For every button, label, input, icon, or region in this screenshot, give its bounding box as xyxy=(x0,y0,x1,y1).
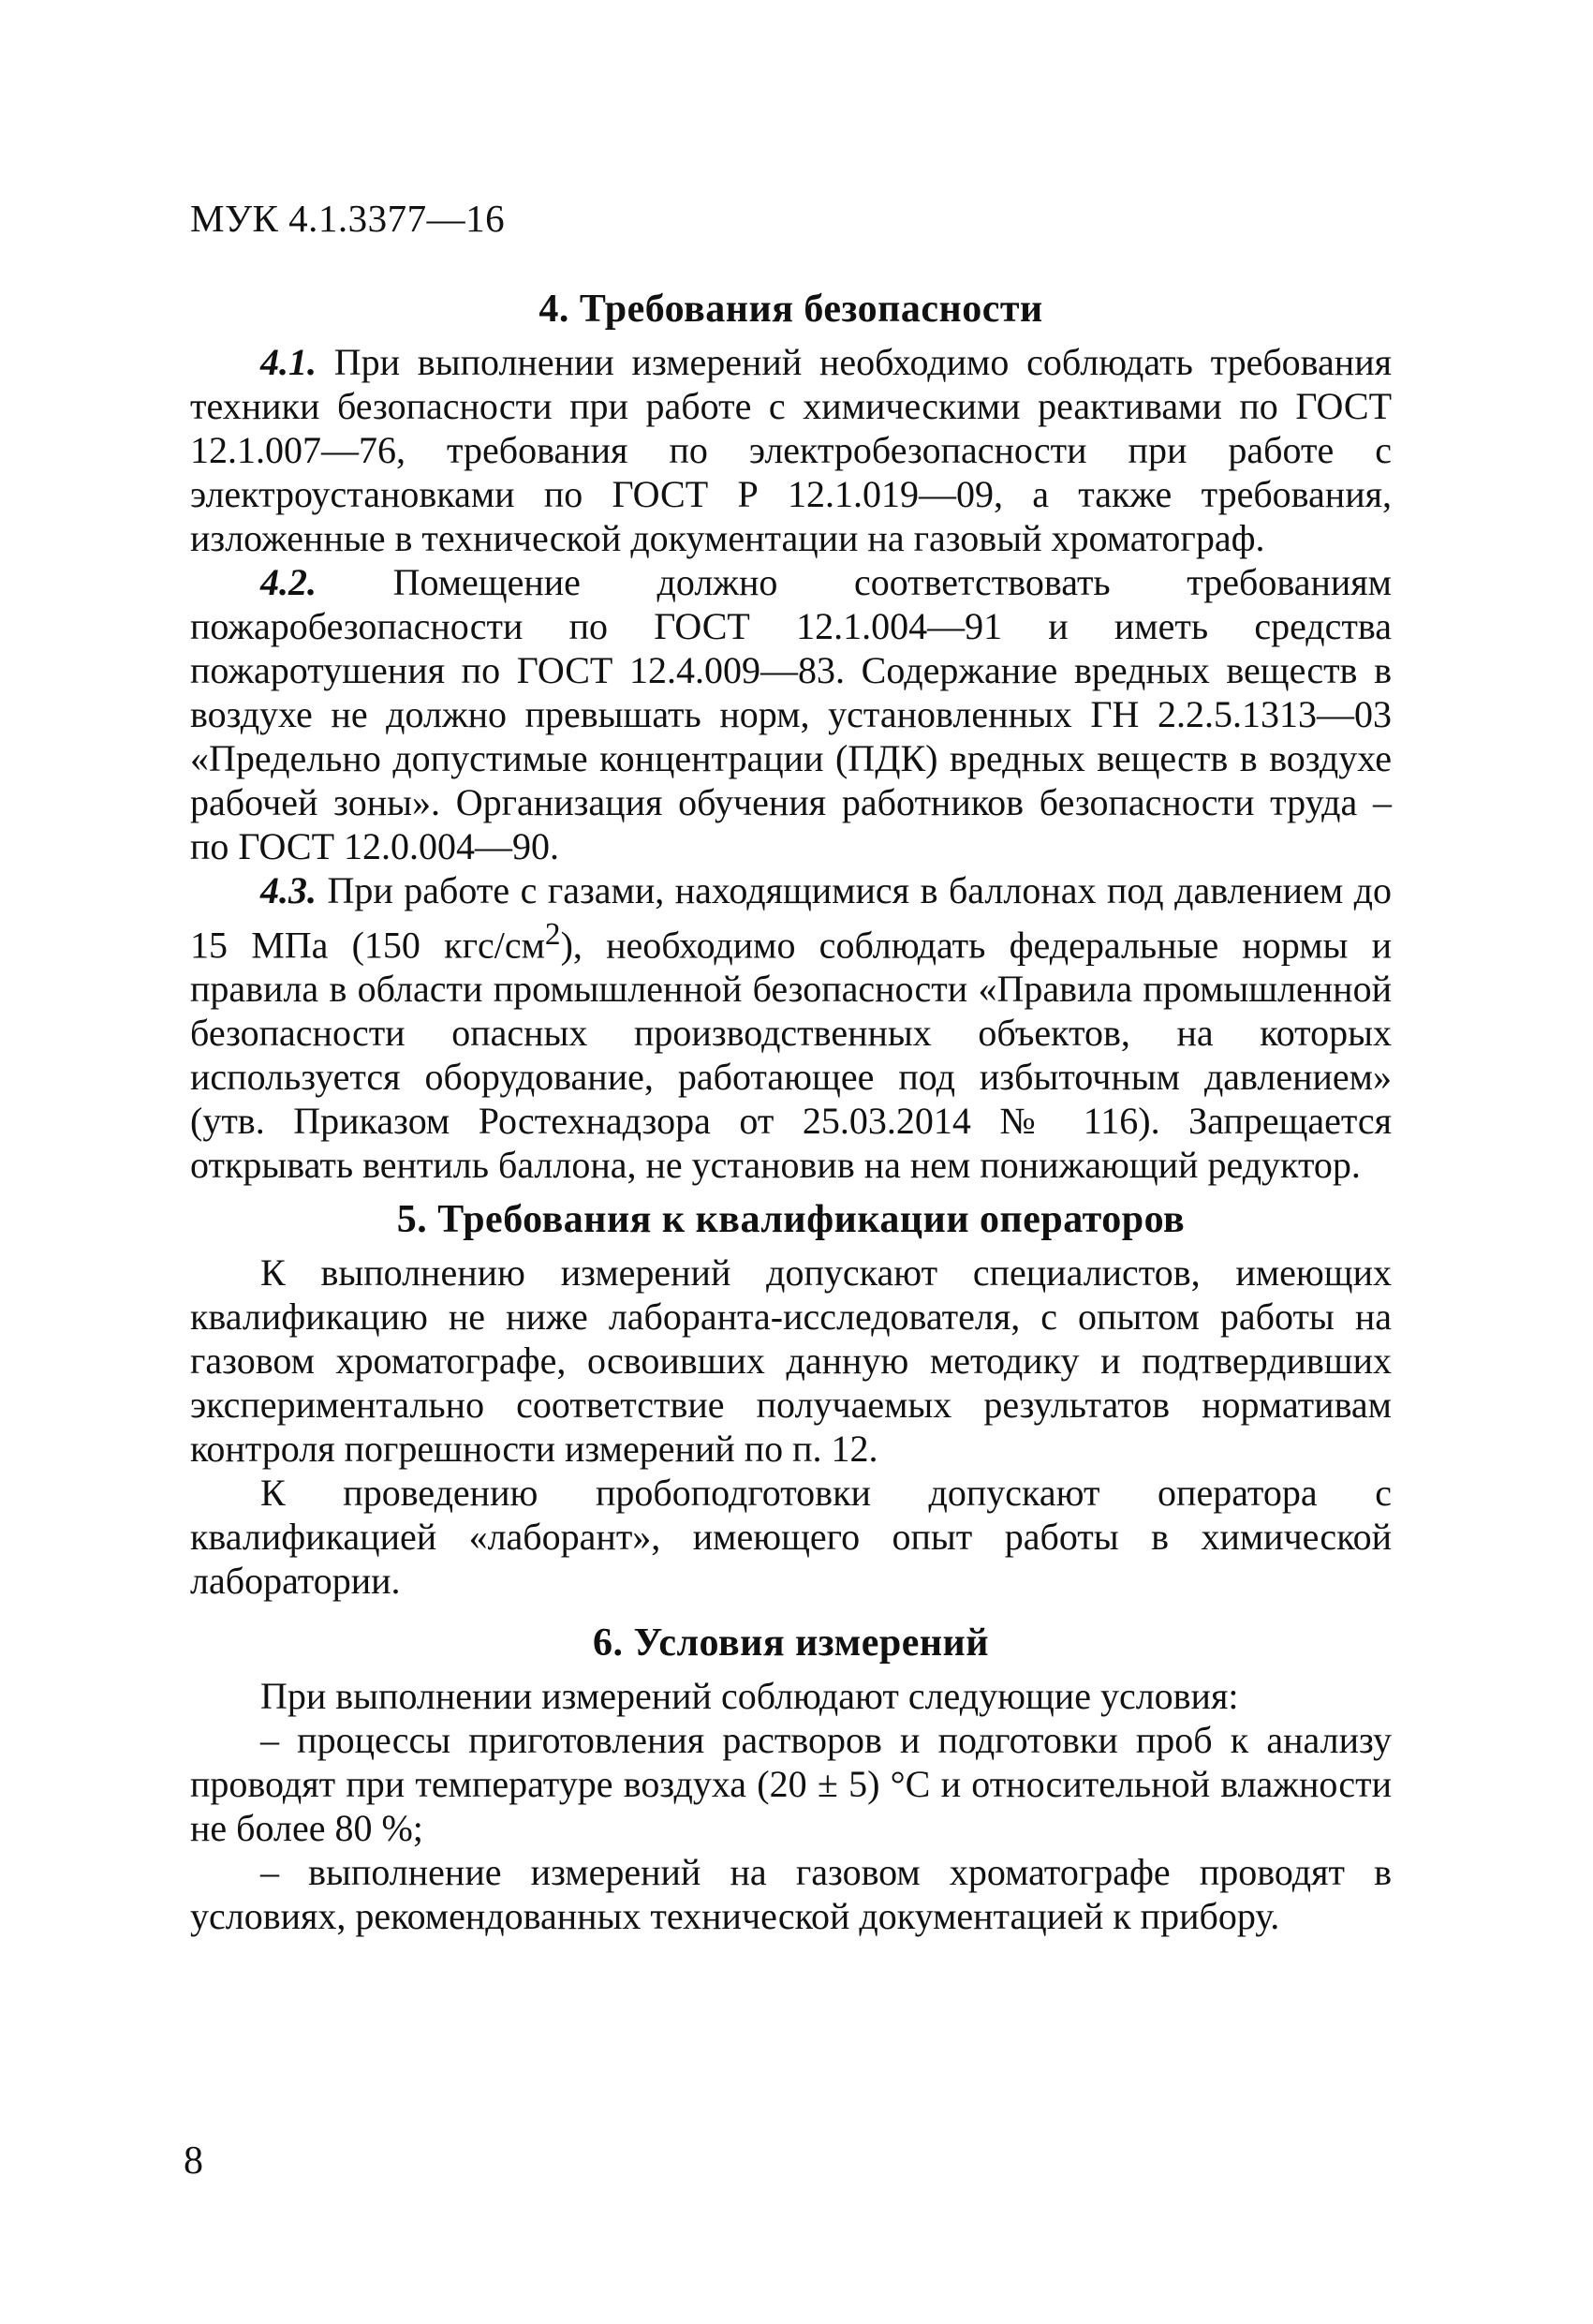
page-content xyxy=(190,286,1392,1938)
section-heading-conditions: 6. Условия измерений xyxy=(593,1621,989,1665)
page-number: 8 xyxy=(184,2139,203,2183)
paragraph-conditions-item-2: – выполнение измерений на газовом хроматографе проводят в условиях, рекомендованных технической документацией к прибору. xyxy=(190,1851,1392,1938)
paragraph-conditions-intro: При выполнении измерений соблюдают следующие условия: xyxy=(260,1675,1239,1718)
paragraph-4-2 xyxy=(190,560,1392,868)
paragraph-4-3 xyxy=(190,868,1392,1187)
section-heading-safety: 4. Требования безопасности xyxy=(538,288,1043,331)
paragraph-text: При работе с газами, находящимися в баллонах под давлением до 15 МПа (150 кгс/см xyxy=(190,869,1392,967)
clause-number: 4.2. xyxy=(260,561,317,603)
paragraph-text: При выполнении измерений необходимо соблюдать требования техники безопасности при работе с химическими реактивами по ГОСТ 12.1.007—76, требования по электробезопасности при работе с электроустановками по ГОСТ Р 12.1.019—09, а также требования, изложенные в технической документации на газовый хроматограф. xyxy=(190,341,1392,559)
paragraph-text: Помещение должно соответствовать требованиям пожаробезопасности по ГОСТ 12.1.004—91 и иметь средства пожаротушения по ГОСТ 12.4.009—83. Содержание вредных веществ в воздухе не должно превышать норм, установленных ГН 2.2.5.1313—03 «Предельно допустимые концентрации (ПДК) вредных веществ в воздухе рабочей зоны». Организация обучения работников безопасности труда – по ГОСТ 12.0.004—90. xyxy=(190,561,1392,867)
paragraph-qualification-1: К выполнению измерений допускают специалистов, имеющих квалификацию не ниже лаборанта-исследователя, с опытом работы на газовом хроматографе, освоивших данную методику и подтвердивших экспериментально соответствие получаемых результатов нормативам контроля погрешности измерений по п. 12. xyxy=(190,1251,1392,1471)
section-heading-qualification: 5. Требования к квалификации операторов xyxy=(396,1198,1186,1242)
clause-number: 4.1. xyxy=(260,341,317,383)
paragraph-qualification-2: К проведению пробоподготовки допускают оператора с квалификацией «лаборант», имеющего опыт работы в химической лаборатории. xyxy=(190,1472,1392,1603)
paragraph-4-1 xyxy=(190,340,1392,560)
paragraph-text: ), необходимо соблюдать федеральные нормы и правила в области промышленной безопасности «Правила промышленной безопасности опасных производственных объектов, на которых используется оборудование, работающее под избыточным давлением» (утв. Приказом Ростехнадзора от 25.03.2014 № 116). Запрещается открывать вентиль баллона, не установив на нем понижающий редуктор. xyxy=(190,924,1392,1187)
clause-number: 4.3. xyxy=(260,869,317,911)
document-code: МУК 4.1.3377—16 xyxy=(190,197,506,240)
superscript-2: 2 xyxy=(544,917,561,952)
paragraph-conditions-item-1: – процессы приготовления растворов и подготовки проб к анализу проводят при температуре воздуха (20 ± 5) °С и относительной влажности не более 80 %; xyxy=(190,1719,1392,1850)
